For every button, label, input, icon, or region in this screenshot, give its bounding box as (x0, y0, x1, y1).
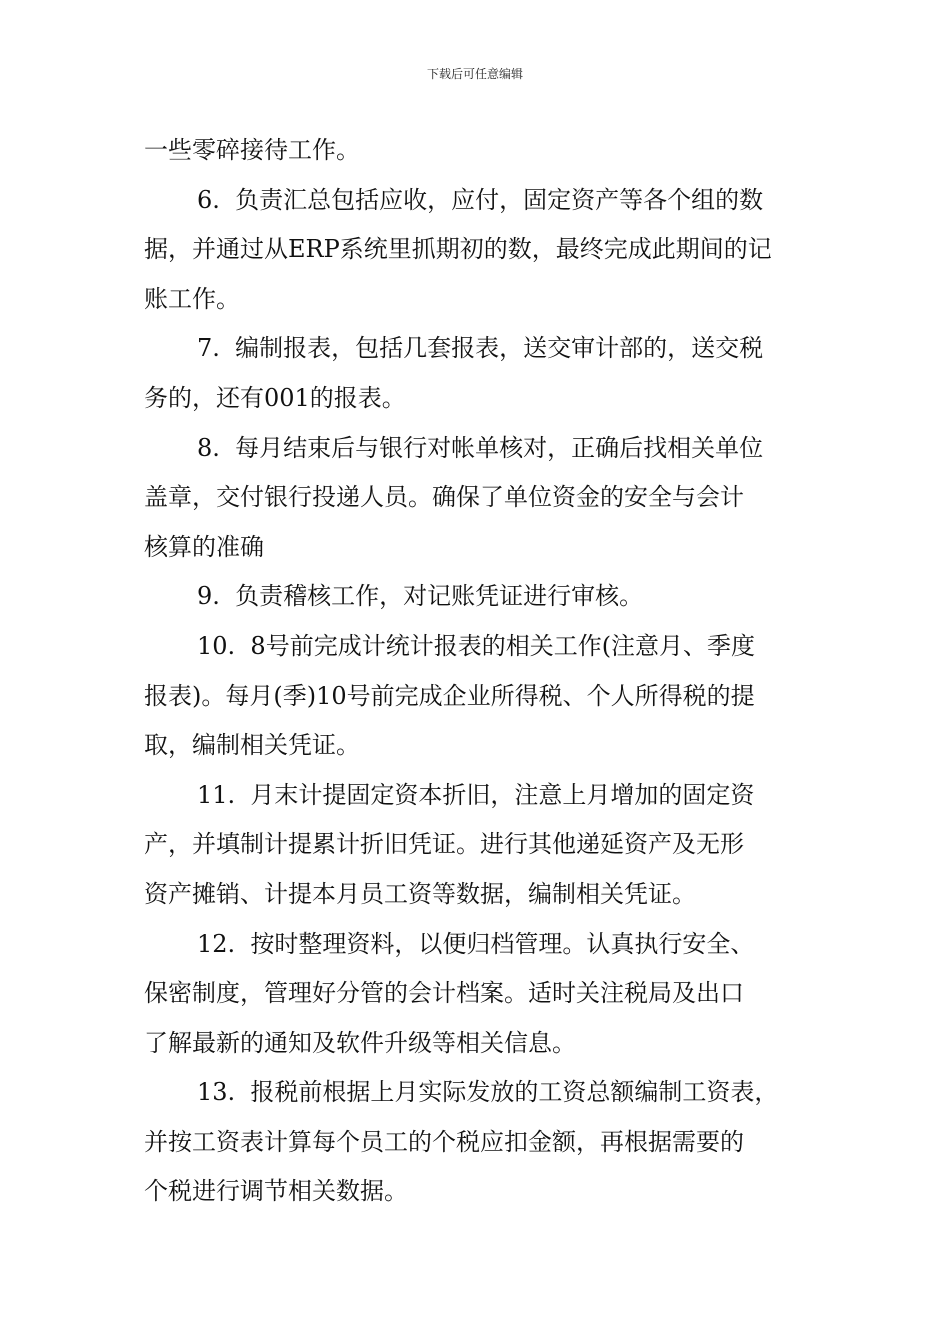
document-body (144, 126, 824, 1217)
text-line: 个税进行调节相关数据。 (144, 1177, 408, 1206)
text-line: 据，并通过从ERP系统里抓期初的数，最终完成此期间的记 (144, 235, 772, 264)
text-line: 一些零碎接待工作。 (144, 136, 360, 164)
page-header: 下载后可任意编辑 (426, 67, 523, 81)
text-line: 报表)。每月(季)10号前完成企业所得税、个人所得税的提 (144, 681, 755, 710)
text-line: 取，编制相关凭证。 (144, 731, 360, 760)
text-line: 13. 报税前根据上月实际发放的工资总额编制工资表， (197, 1078, 779, 1107)
text-line: 6. 负责汇总包括应收，应付，固定资产等各个组的数 (197, 185, 764, 214)
text-line: 7. 编制报表，包括几套报表，送交审计部的，送交税 (197, 334, 764, 363)
text-line: 10. 8号前完成计统计报表的相关工作(注意月、季度 (197, 631, 756, 660)
text-line: 务的，还有001的报表。 (144, 383, 406, 412)
text-line: 并按工资表计算每个员工的个税应扣金额，再根据需要的 (144, 1127, 744, 1156)
text-line: 盖章，交付银行投递人员。确保了单位资金的安全与会计 (144, 483, 744, 512)
text-line: 产，并填制计提累计折旧凭证。进行其他递延资产及无形 (144, 830, 744, 859)
text-line: 核算的准确 (144, 532, 264, 561)
text-line: 保密制度，管理好分管的会计档案。适时关注税局及出口 (144, 979, 744, 1008)
text-line: 12. 按时整理资料，以便归档管理。认真执行安全、 (197, 929, 755, 958)
text-line: 9. 负责稽核工作，对记账凭证进行审核。 (197, 582, 644, 611)
text-line: 账工作。 (144, 284, 240, 313)
text-line: 8. 每月结束后与银行对帐单核对，正确后找相关单位 (197, 433, 764, 462)
text-line: 了解最新的通知及软件升级等相关信息。 (144, 1028, 576, 1057)
text-line: 资产摊销、计提本月员工资等数据，编制相关凭证。 (144, 879, 696, 908)
text-line: 11. 月末计提固定资本折旧，注意上月增加的固定资 (197, 780, 755, 809)
